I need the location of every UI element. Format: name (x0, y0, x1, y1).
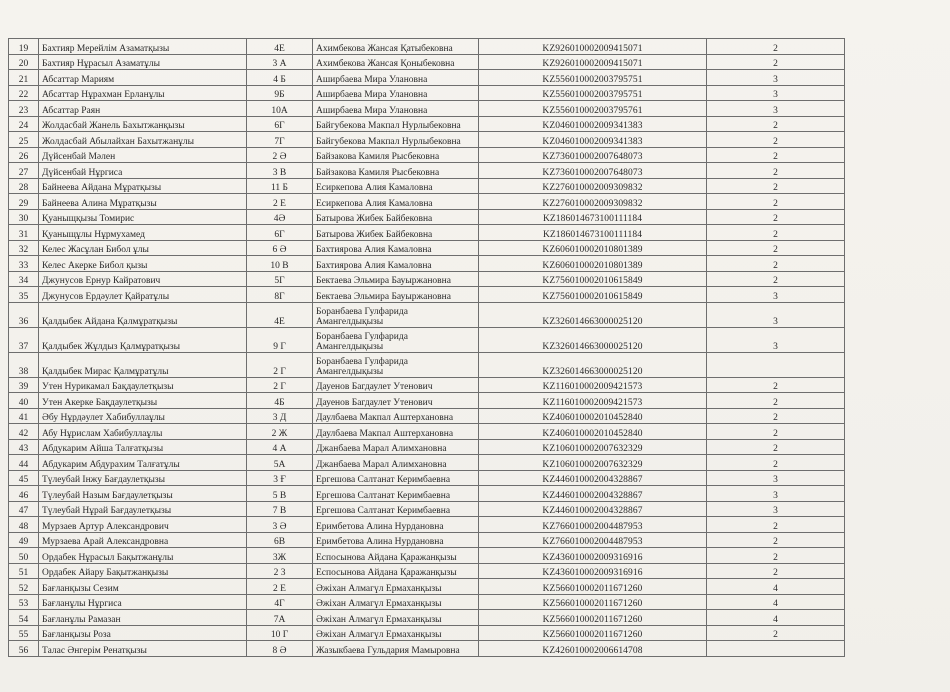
account-number: KZ046010002009341383 (479, 116, 707, 132)
teacher-name: Байзакова Камиля Рысбековна (313, 163, 479, 179)
account-number: KZ186014673100111184 (479, 209, 707, 225)
table-row (9, 85, 845, 101)
table-row (9, 424, 845, 440)
table-row (9, 352, 845, 377)
quantity: 2 (707, 393, 845, 409)
account-number: KZ606010002010801389 (479, 256, 707, 272)
quantity: 2 (707, 377, 845, 393)
account-number: KZ556010002003795761 (479, 101, 707, 117)
quantity: 2 (707, 209, 845, 225)
account-number: KZ426010002006614708 (479, 641, 707, 657)
row-number: 38 (9, 352, 39, 377)
student-name: Абдукарим Айша Талғатқызы (39, 439, 247, 455)
quantity: 2 (707, 532, 845, 548)
quantity: 3 (707, 302, 845, 327)
account-number: KZ276010002009309832 (479, 194, 707, 210)
class-grade: 10 Г (247, 625, 313, 641)
row-number: 40 (9, 393, 39, 409)
row-number: 46 (9, 486, 39, 502)
account-number: KZ766010002004487953 (479, 517, 707, 533)
account-number: KZ326014663000025120 (479, 327, 707, 352)
table-row (9, 302, 845, 327)
teacher-name: Ахимбекова Жансая Қоныбековна (313, 54, 479, 70)
row-number: 55 (9, 625, 39, 641)
class-grade: 10 В (247, 256, 313, 272)
row-number: 42 (9, 424, 39, 440)
teacher-name: Еспосынова Айдана Қаражанқызы (313, 563, 479, 579)
class-grade: 11 Б (247, 178, 313, 194)
account-number: KZ926010002009415071 (479, 39, 707, 55)
table-row (9, 408, 845, 424)
class-grade: 4Ә (247, 209, 313, 225)
row-number: 36 (9, 302, 39, 327)
table-row (9, 610, 845, 626)
student-name: Қуаныщқызы Томирис (39, 209, 247, 225)
account-number: KZ406010002010452840 (479, 424, 707, 440)
teacher-name: Ергешова Салтанат Керимбаевна (313, 486, 479, 502)
class-grade: 6В (247, 532, 313, 548)
class-grade: 2 Г (247, 352, 313, 377)
account-number: KZ556010002003795751 (479, 85, 707, 101)
teacher-name: Батырова Жибек Байбековна (313, 225, 479, 241)
student-name: Қалдыбек Жұлдыз Қалмұратқызы (39, 327, 247, 352)
teacher-name: Әжіхан Алмагүл Ермаханқызы (313, 594, 479, 610)
table-row (9, 393, 845, 409)
teacher-name: Еримбетова Алина Нурдановна (313, 517, 479, 533)
table-row (9, 287, 845, 303)
row-number: 52 (9, 579, 39, 595)
student-name: Талас Әнгерім Ренатқызы (39, 641, 247, 657)
teacher-name: Әжіхан Алмагүл Ермаханқызы (313, 579, 479, 595)
table-row (9, 256, 845, 272)
table-row (9, 194, 845, 210)
table-row (9, 39, 845, 55)
teacher-name: Әжіхан Алмагүл Ермаханқызы (313, 625, 479, 641)
quantity: 2 (707, 625, 845, 641)
teacher-name: Аширбаева Мира Улановна (313, 85, 479, 101)
row-number: 47 (9, 501, 39, 517)
class-grade: 9 Г (247, 327, 313, 352)
class-grade: 9Б (247, 85, 313, 101)
table-row (9, 641, 845, 657)
row-number: 19 (9, 39, 39, 55)
row-number: 26 (9, 147, 39, 163)
row-number: 25 (9, 132, 39, 148)
class-grade: 3 Ә (247, 517, 313, 533)
quantity: 2 (707, 116, 845, 132)
row-number: 29 (9, 194, 39, 210)
class-grade: 3 Д (247, 408, 313, 424)
student-name: Мурзаева Арай Александровна (39, 532, 247, 548)
row-number: 20 (9, 54, 39, 70)
student-name: Джунусов Ердәулет Қайратұлы (39, 287, 247, 303)
class-grade: 8Г (247, 287, 313, 303)
class-grade: 7Г (247, 132, 313, 148)
quantity: 3 (707, 501, 845, 517)
account-number: KZ756010002010615849 (479, 287, 707, 303)
table-row (9, 209, 845, 225)
table-row (9, 178, 845, 194)
teacher-name: Әжіхан Алмагүл Ермаханқызы (313, 610, 479, 626)
row-number: 39 (9, 377, 39, 393)
quantity: 3 (707, 70, 845, 86)
account-number: KZ436010002009316916 (479, 548, 707, 564)
account-number: KZ276010002009309832 (479, 178, 707, 194)
table-row (9, 625, 845, 641)
students-table (8, 38, 845, 657)
quantity: 2 (707, 563, 845, 579)
row-number: 48 (9, 517, 39, 533)
table-row (9, 377, 845, 393)
row-number: 51 (9, 563, 39, 579)
teacher-name: Еримбетова Алина Нурдановна (313, 532, 479, 548)
account-number: KZ046010002009341383 (479, 132, 707, 148)
table-row (9, 532, 845, 548)
table-row (9, 455, 845, 471)
account-number: KZ566010002011671260 (479, 594, 707, 610)
table-row (9, 486, 845, 502)
teacher-name: Аширбаева Мира Улановна (313, 101, 479, 117)
student-name: Әбу Нұрдәулет Хабибуллаұлы (39, 408, 247, 424)
teacher-name: Есиркепова Алия Камаловна (313, 178, 479, 194)
row-number: 23 (9, 101, 39, 117)
class-grade: 4 А (247, 439, 313, 455)
row-number: 45 (9, 470, 39, 486)
row-number: 34 (9, 271, 39, 287)
quantity (707, 641, 845, 657)
table-row (9, 101, 845, 117)
student-name: Абсаттар Мариям (39, 70, 247, 86)
quantity: 2 (707, 178, 845, 194)
table-row (9, 132, 845, 148)
quantity: 2 (707, 163, 845, 179)
table-row (9, 470, 845, 486)
teacher-name: Бахтиярова Алия Камаловна (313, 240, 479, 256)
account-number: KZ766010002004487953 (479, 532, 707, 548)
table-row (9, 579, 845, 595)
student-name: Ордабек Айару Бақытжанқызы (39, 563, 247, 579)
class-grade: 2 Е (247, 194, 313, 210)
row-number: 49 (9, 532, 39, 548)
class-grade: 4Е (247, 39, 313, 55)
student-name: Байнеева Айдана Мұратқызы (39, 178, 247, 194)
teacher-name: Аширбаева Мира Улановна (313, 70, 479, 86)
class-grade: 2 Ж (247, 424, 313, 440)
table-row (9, 240, 845, 256)
quantity: 3 (707, 287, 845, 303)
teacher-name: Бахтиярова Алия Камаловна (313, 256, 479, 272)
student-name: Байнеева Алина Мұратқызы (39, 194, 247, 210)
row-number: 33 (9, 256, 39, 272)
student-name: Утен Нурикамал Бақдаулетқызы (39, 377, 247, 393)
row-number: 41 (9, 408, 39, 424)
quantity: 2 (707, 256, 845, 272)
row-number: 30 (9, 209, 39, 225)
quantity: 2 (707, 424, 845, 440)
account-number: KZ926010002009415071 (479, 54, 707, 70)
account-number: KZ446010002004328867 (479, 470, 707, 486)
teacher-name: Ахимбекова Жансая Қатыбековна (313, 39, 479, 55)
student-name: Бағланқызы Роза (39, 625, 247, 641)
quantity: 2 (707, 147, 845, 163)
student-name: Джунусов Ернур Кайратович (39, 271, 247, 287)
class-grade: 4 Б (247, 70, 313, 86)
teacher-name: Джанбаева Марал Алимхановна (313, 455, 479, 471)
class-grade: 2 Е (247, 579, 313, 595)
row-number: 37 (9, 327, 39, 352)
row-number: 27 (9, 163, 39, 179)
class-grade: 4Е (247, 302, 313, 327)
table-row (9, 563, 845, 579)
class-grade: 2 Г (247, 377, 313, 393)
class-grade: 7А (247, 610, 313, 626)
quantity: 2 (707, 39, 845, 55)
quantity: 3 (707, 327, 845, 352)
quantity: 4 (707, 610, 845, 626)
quantity: 2 (707, 517, 845, 533)
student-name: Жолдасбай Абылайхан Бахытжанұлы (39, 132, 247, 148)
row-number: 44 (9, 455, 39, 471)
class-grade: 4Г (247, 594, 313, 610)
student-name: Бахтияр Нұрасыл Азаматұлы (39, 54, 247, 70)
table-row (9, 517, 845, 533)
account-number: KZ116010002009421573 (479, 377, 707, 393)
student-name: Дүйсенбай Нұргиса (39, 163, 247, 179)
row-number: 32 (9, 240, 39, 256)
class-grade: 5А (247, 455, 313, 471)
quantity: 3 (707, 85, 845, 101)
account-number: KZ186014673100111184 (479, 225, 707, 241)
class-grade: 5 В (247, 486, 313, 502)
quantity: 4 (707, 579, 845, 595)
quantity: 2 (707, 548, 845, 564)
class-grade: 4Б (247, 393, 313, 409)
account-number: KZ446010002004328867 (479, 486, 707, 502)
teacher-name: Батырова Жибек Байбековна (313, 209, 479, 225)
teacher-name: Есиркепова Алия Камаловна (313, 194, 479, 210)
teacher-name: Бектаева Эльмира Бауыржановна (313, 271, 479, 287)
class-grade: 3 А (247, 54, 313, 70)
teacher-name: Боранбаева Гулфарида Амангелдықызы (313, 352, 479, 377)
quantity: 2 (707, 194, 845, 210)
student-name: Бағланқызы Сезим (39, 579, 247, 595)
student-name: Қалдыбек Айдана Қалмұратқызы (39, 302, 247, 327)
row-number: 31 (9, 225, 39, 241)
teacher-name: Ергешова Салтанат Керимбаевна (313, 470, 479, 486)
account-number: KZ106010002007632329 (479, 439, 707, 455)
account-number: KZ106010002007632329 (479, 455, 707, 471)
quantity: 2 (707, 439, 845, 455)
row-number: 22 (9, 85, 39, 101)
teacher-name: Дауенов Багдаулет Утенович (313, 377, 479, 393)
teacher-name: Джанбаева Марал Алимхановна (313, 439, 479, 455)
table-row (9, 594, 845, 610)
table-row (9, 548, 845, 564)
class-grade: 10А (247, 101, 313, 117)
quantity: 2 (707, 225, 845, 241)
student-name: Келес Жасұлан Бибол ұлы (39, 240, 247, 256)
table-body (9, 39, 845, 657)
table-row (9, 163, 845, 179)
table-row (9, 225, 845, 241)
row-number: 35 (9, 287, 39, 303)
class-grade: 6 Ә (247, 240, 313, 256)
class-grade: 7 В (247, 501, 313, 517)
account-number: KZ566010002011671260 (479, 610, 707, 626)
table-row (9, 327, 845, 352)
quantity: 2 (707, 408, 845, 424)
class-grade: 3Ж (247, 548, 313, 564)
class-grade: 6Г (247, 225, 313, 241)
student-name: Қуаныщұлы Нұрмухамед (39, 225, 247, 241)
account-number: KZ406010002010452840 (479, 408, 707, 424)
student-name: Жолдасбай Жанель Бахытжанқызы (39, 116, 247, 132)
teacher-name: Бектаева Эльмира Бауыржановна (313, 287, 479, 303)
student-name: Бағланұлы Рамазан (39, 610, 247, 626)
table-row (9, 501, 845, 517)
teacher-name: Боранбаева Гулфарида Амангелдықызы (313, 327, 479, 352)
row-number: 24 (9, 116, 39, 132)
teacher-name: Байзакова Камиля Рысбековна (313, 147, 479, 163)
table-row (9, 271, 845, 287)
teacher-name: Байгубекова Макпал Нурлыбековна (313, 116, 479, 132)
table-row (9, 116, 845, 132)
teacher-name: Ергешова Салтанат Керимбаевна (313, 501, 479, 517)
row-number: 43 (9, 439, 39, 455)
row-number: 50 (9, 548, 39, 564)
teacher-name: Даулбаева Макпал Аштерхановна (313, 424, 479, 440)
quantity: 4 (707, 594, 845, 610)
account-number: KZ566010002011671260 (479, 625, 707, 641)
teacher-name: Боранбаева Гулфарида Амангелдықызы (313, 302, 479, 327)
teacher-name: Еспосынова Айдана Қаражанқызы (313, 548, 479, 564)
account-number: KZ556010002003795751 (479, 70, 707, 86)
quantity: 2 (707, 54, 845, 70)
account-number: KZ116010002009421573 (479, 393, 707, 409)
table-row (9, 147, 845, 163)
account-number: KZ756010002010615849 (479, 271, 707, 287)
class-grade: 5Г (247, 271, 313, 287)
class-grade: 6Г (247, 116, 313, 132)
student-name: Түлеубай Інжу Бағдаулетқызы (39, 470, 247, 486)
table-row (9, 439, 845, 455)
teacher-name: Даулбаева Макпал Аштерхановна (313, 408, 479, 424)
class-grade: 2 3 (247, 563, 313, 579)
account-number: KZ736010002007648073 (479, 147, 707, 163)
row-number: 53 (9, 594, 39, 610)
student-name: Абу Нұрислам Хабибуллаұлы (39, 424, 247, 440)
student-name: Қалдыбек Мирас Қалмұратұлы (39, 352, 247, 377)
teacher-name: Жазыкбаева Гульдария Мамыровна (313, 641, 479, 657)
account-number: KZ446010002004328867 (479, 501, 707, 517)
quantity: 2 (707, 240, 845, 256)
account-number: KZ436010002009316916 (479, 563, 707, 579)
row-number: 28 (9, 178, 39, 194)
student-name: Түлеубай Нұрай Бағдаулетқызы (39, 501, 247, 517)
row-number: 54 (9, 610, 39, 626)
account-number: KZ326014663000025120 (479, 302, 707, 327)
student-name: Абсаттар Раян (39, 101, 247, 117)
account-number: KZ736010002007648073 (479, 163, 707, 179)
teacher-name: Байгубекова Макпал Нурлыбековна (313, 132, 479, 148)
quantity: 2 (707, 455, 845, 471)
quantity (707, 352, 845, 377)
student-name: Бахтияр Мерейлім Азаматқызы (39, 39, 247, 55)
student-name: Мурзаев Артур Александрович (39, 517, 247, 533)
quantity: 3 (707, 101, 845, 117)
account-number: KZ606010002010801389 (479, 240, 707, 256)
student-name: Абдукарим Абдурахим Талғатұлы (39, 455, 247, 471)
quantity: 3 (707, 470, 845, 486)
student-name: Абсаттар Нұрахман Ерланұлы (39, 85, 247, 101)
student-name: Утен Акерке Бақдаулетқызы (39, 393, 247, 409)
account-number: KZ566010002011671260 (479, 579, 707, 595)
quantity: 3 (707, 486, 845, 502)
account-number: KZ326014663000025120 (479, 352, 707, 377)
class-grade: 3 Ғ (247, 470, 313, 486)
student-name: Бағланұлы Нұргиса (39, 594, 247, 610)
class-grade: 8 Ә (247, 641, 313, 657)
quantity: 2 (707, 271, 845, 287)
quantity: 2 (707, 132, 845, 148)
table-row (9, 54, 845, 70)
teacher-name: Дауенов Багдаулет Утенович (313, 393, 479, 409)
row-number: 56 (9, 641, 39, 657)
row-number: 21 (9, 70, 39, 86)
table-row (9, 70, 845, 86)
student-name: Дүйсенбай Мәлен (39, 147, 247, 163)
student-name: Келес Акерке Бибол қызы (39, 256, 247, 272)
student-name: Ордабек Нұрасыл Бақытжанұлы (39, 548, 247, 564)
student-name: Түлеубай Назым Бағдаулетқызы (39, 486, 247, 502)
class-grade: 3 В (247, 163, 313, 179)
class-grade: 2 Ә (247, 147, 313, 163)
